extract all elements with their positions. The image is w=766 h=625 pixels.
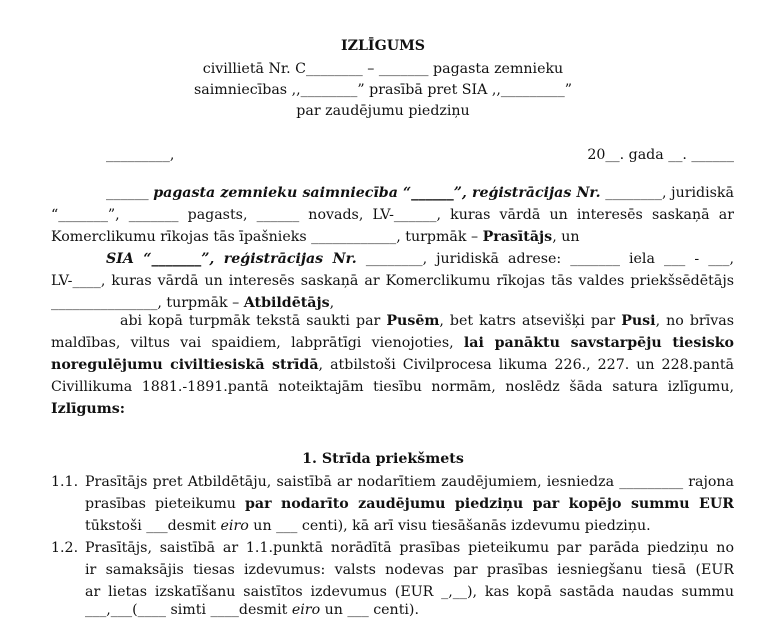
item-1-2-line-3: ar lietas izskatīšanu saistītos izdevumus (EUR _,__), kas kopā sastāda naudas summu — [85, 584, 734, 600]
intro-line-2: maldības, viltus vai spaidiem, labprātīgi vienojoties, lai panāktu savstarpēju tiesisko — [51, 335, 734, 351]
document-title: IZLĪGUMS — [340, 38, 426, 54]
subtitle-line-1: civillietā Nr. C________ – _______ pagasta zemnieku — [202, 61, 564, 77]
intro-line-5: Izlīgums: — [51, 401, 125, 417]
intro-line-3: noregulējumu civiltiesiskā strīdā, atbilstoši Civilprocesa likuma 226., 227. un 228.pantā — [51, 357, 734, 373]
item-1-1-line-1: Prasītājs pret Atbildētāju, saistībā ar nodarītiem zaudējumiem, iesniedza _________ rajona — [85, 474, 734, 490]
party1-line-3: Komerclikumu rīkojas tās īpašnieks ____________, turpmāk – Prasītājs, un — [51, 229, 580, 245]
intro-line-4: Civillikuma 1881.-1891.pantā noteiktajām tiesību normām, noslēdz šāda satura izlīgumu, — [51, 379, 734, 395]
item-1-1-line-2: prasības pieteikumu par nodarīto zaudējumu piedziņu par kopējo summu EUR — [85, 496, 734, 512]
intro-line-1: abi kopā turpmāk tekstā saukti par Pusēm, bet katrs atsevišķi par Pusi, no brīvas — [120, 313, 734, 329]
item-1-2-number: 1.2. — [51, 540, 79, 556]
party1-line-1: ______ pagasta zemnieku saimniecība “______”, reģistrācijas Nr. ________, juridiskā — [106, 185, 734, 201]
date-field: 20__. gada __. ______ — [587, 147, 734, 163]
party2-line-3: _______________, turpmāk – Atbildētājs, — [51, 295, 335, 311]
party2-line-1: SIA “_______”, reģistrācijas Nr. ________, juridiskā adrese: _______ iela ___ - ___, — [106, 251, 734, 267]
item-1-2-line-2: ir samaksājis tiesas izdevumus: valsts nodevas par prasības iesniegšanu tiesā (EUR — [85, 562, 734, 578]
section-1-heading: 1. Strīda priekšmets — [302, 451, 464, 467]
item-1-1-line-3: tūkstoši ___desmit eiro un ___ centi), kā arī visu tiesāšanās izdevumu piedziņu. — [85, 518, 651, 534]
item-1-2-line-1: Prasītājs, saistībā ar 1.1.punktā norādītā prasības pieteikumu par parāda piedziņu no — [85, 540, 734, 556]
subtitle-line-2: saimniecības ,,________” prasībā pret SIA ,,_________” — [193, 82, 572, 98]
subtitle-line-3: par zaudējumu piedziņu — [296, 103, 470, 119]
place-field: _________, — [106, 147, 175, 163]
item-1-2-line-4: ___,___(____ simti ____desmit eiro un ___ centi). — [85, 602, 419, 618]
party2-line-2: LV-____, kuras vārdā un interesēs saskaņā ar Komerclikumu rīkojas tās valdes priekšsēdētājs — [51, 273, 734, 289]
party1-line-2: “_______”, _______ pagasts, ______ novads, LV-______, kuras vārdā un interesēs saskaņā ar — [51, 207, 734, 223]
item-1-1-number: 1.1. — [51, 474, 79, 490]
